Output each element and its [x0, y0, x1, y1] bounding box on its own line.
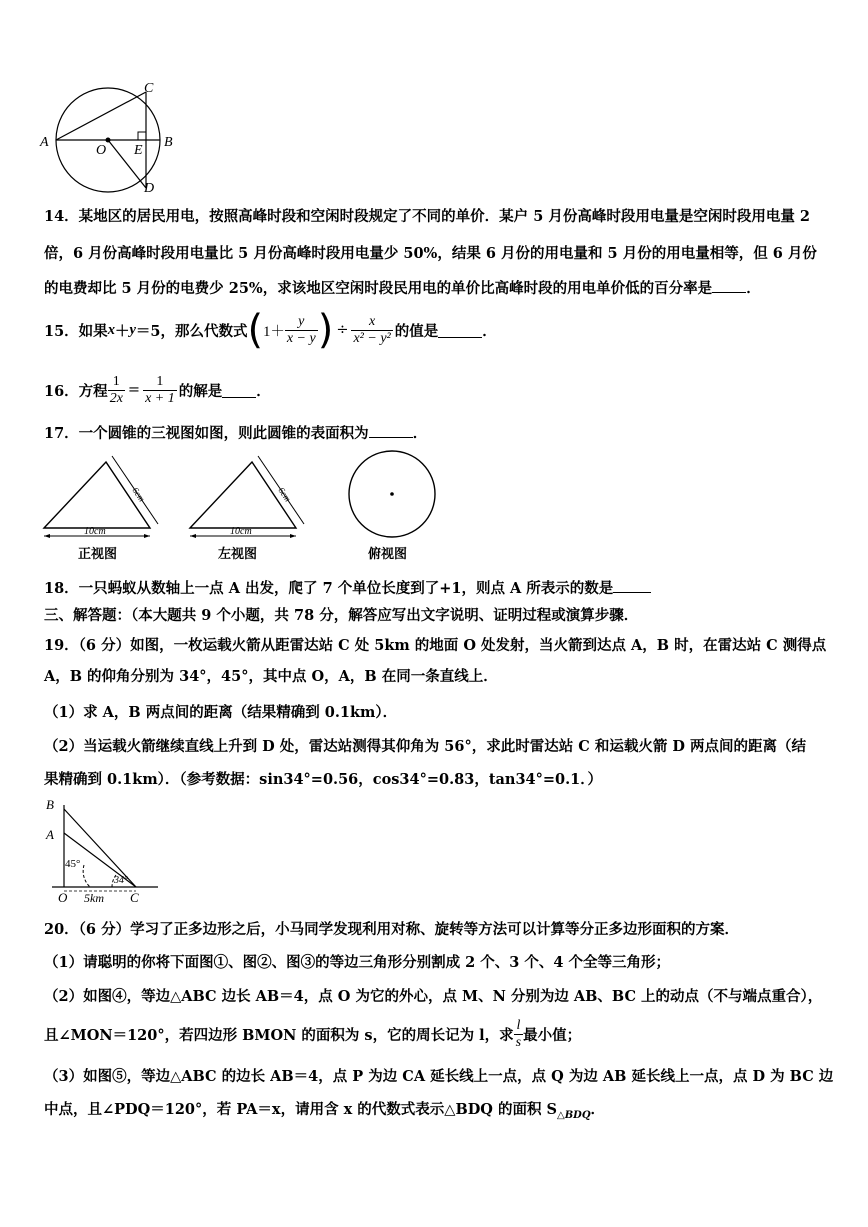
q17-text: 17．一个圆锥的三视图如图，则此圆锥的表面积为: [44, 425, 369, 442]
front-dim-base: 10cm: [84, 526, 106, 537]
q15-cond-eq: ＝5，那么代数式: [135, 322, 248, 340]
right-paren: ): [317, 307, 334, 353]
q17-line: [44, 422, 427, 443]
q20-frac-num: l: [514, 1018, 523, 1035]
three-views-figure: [36, 450, 456, 540]
section-heading: 三、解答题：（本大题共 9 个小题，共 78 分，解答应写出文字说明、证明过程或演算步骤．: [44, 607, 639, 624]
caption-side-view: 左视图: [218, 547, 258, 562]
q15-fraction-2: [351, 314, 392, 347]
q20-part2-pre: 且∠MON＝120°，若四边形 BMON 的面积为 s，它的周长记为 l，求: [44, 1026, 514, 1044]
q14-line3: [44, 277, 761, 298]
label-D: D: [144, 181, 155, 196]
side-dim-base: 10cm: [230, 526, 252, 537]
q20-part2-post: 最小值；: [523, 1026, 582, 1044]
q16-f1-num: 1: [108, 374, 125, 391]
q14-line3-text: 的电费却比 5 月份的电费少 25%，求该地区空闲时段民用电的单价比高峰时段的用电单价低的百分率是: [44, 280, 713, 297]
q15-op: ＋: [114, 322, 130, 340]
rocket-angle-45: 45°: [65, 858, 81, 870]
q15-f1-num: y: [285, 314, 318, 331]
q14-line3-end: ．: [746, 280, 761, 297]
caption-top-view: 俯视图: [368, 547, 408, 562]
q18-answer-blank[interactable]: [613, 578, 651, 593]
left-paren: (: [247, 307, 264, 353]
q17-answer-blank[interactable]: [369, 423, 413, 438]
caption-front-view: 正视图: [78, 547, 118, 562]
circle-figure: [36, 80, 186, 196]
q14-line2: 倍，6 月份高峰时段用电量比 5 月份高峰时段用电量少 50%，结果 6 月份的用电量和 5 月份的用电量相等，但 6 月份: [44, 245, 817, 262]
q16-f2-num: 1: [143, 374, 177, 391]
q17-end: ．: [412, 425, 428, 442]
q19-part2-line2: 果精确到 0.1km）．（参考数据：sin34°=0.56，cos34°=0.83，tan34°=0.1．）: [44, 771, 603, 788]
q20-part3-text: 中点，且∠PDQ＝120°，若 PA＝x，请用含 x 的代数式表示△BDQ 的面积 S: [44, 1101, 557, 1118]
q18-text: 18．一只蚂蚁从数轴上一点 A 出发，爬了 7 个单位长度到了+1，则点 A 所表示的数是: [44, 580, 614, 597]
label-E: E: [134, 143, 143, 158]
q20-part3-sub: △BDQ: [557, 1109, 591, 1121]
q15-f2-den: x² − y²: [353, 330, 391, 346]
q20-part2-line2: [44, 1012, 581, 1056]
q15-line: [44, 306, 497, 354]
q15-suffix: 的值是: [394, 322, 439, 340]
q15-end: ．: [482, 322, 497, 340]
front-dim-slant: 6cm: [130, 485, 148, 504]
q20-fraction: [514, 1018, 523, 1051]
q18-line: [44, 577, 651, 598]
q16-end: ．: [256, 382, 271, 400]
rocket-label-B: B: [46, 797, 54, 812]
label-O: O: [96, 143, 107, 158]
rocket-label-O: O: [58, 890, 68, 905]
q15-one-plus: 1＋: [263, 323, 285, 340]
q19-part2-line1: （2）当运载火箭继续直线上升到 D 处，雷达站测得其仰角为 56°，求此时雷达站 C 和运载火箭 D 两点间的距离（结: [44, 738, 807, 755]
label-C: C: [144, 81, 154, 96]
q15-answer-blank[interactable]: [438, 323, 482, 338]
q20-part2-line1: （2）如图④，等边△ABC 边长 AB＝4，点 O 为它的外心，点 M、N 分别为边 AB、BC 上的动点（不与端点重合），: [44, 988, 823, 1005]
q16-fraction-2: [143, 374, 177, 407]
q16-f2-den: x + 1: [145, 390, 175, 406]
q20-part3-line2: [44, 1098, 605, 1121]
label-B: B: [164, 135, 173, 150]
q15-div: ÷: [336, 322, 349, 338]
rocket-figure: [40, 795, 165, 905]
q20-frac-den: s: [515, 1034, 522, 1050]
q16-f1-den: 2x: [109, 390, 123, 406]
rocket-label-C: C: [130, 890, 139, 905]
q15-prefix: 15．如果: [44, 322, 108, 340]
side-dim-slant: 6cm: [276, 485, 294, 504]
q16-prefix: 16．方程: [44, 382, 108, 400]
q16-fraction-1: [108, 374, 125, 407]
q15-var-x: x: [107, 321, 115, 338]
q14-line1: 14．某地区的居民用电，按照高峰时段和空闲时段规定了不同的单价．某户 5 月份高峰时段用电量是空闲时段用电量 2: [44, 208, 810, 225]
q20-part1: （1）请聪明的你将下面图①、图②、图③的等边三角形分别割成 2 个、3 个、4 个全等三角形；: [44, 954, 671, 971]
label-A: A: [40, 135, 49, 150]
rocket-angle-34: 34°: [114, 875, 128, 886]
q16-suffix: 的解是: [178, 382, 223, 400]
q14-answer-blank[interactable]: [712, 278, 746, 293]
q16-answer-blank[interactable]: [222, 383, 256, 398]
q19-line2: A，B 的仰角分别为 34°，45°，其中点 O，A，B 在同一条直线上．: [44, 668, 498, 685]
rocket-label-A: A: [46, 827, 54, 842]
q20-line1: 20．（6 分）学习了正多边形之后，小马同学发现利用对称、旋转等方法可以计算等分正多边形面积的方案．: [44, 921, 740, 938]
q19-line1: 19．（6 分）如图，一枚运载火箭从距雷达站 C 处 5km 的地面 O 处发射，当火箭到达点 A，B 时，在雷达站 C 测得点: [44, 637, 827, 654]
q16-line: [44, 368, 271, 412]
q15-f1-den: x − y: [286, 330, 316, 346]
rocket-dist: 5km: [84, 891, 104, 905]
q15-f2-num: x: [351, 314, 392, 331]
q19-part1: （1）求 A，B 两点间的距离（结果精确到 0.1km）．: [44, 704, 398, 721]
q20-part3-line1: （3）如图⑤，等边△ABC 的边长 AB＝4，点 P 为边 CA 延长线上一点，点 Q 为边 AB 延长线上一点，点 D 为 BC 边: [44, 1068, 834, 1085]
q15-fraction-1: [285, 314, 318, 347]
q20-part3-end: ．: [590, 1101, 606, 1118]
q16-eq: =: [127, 382, 141, 398]
q15-var-y: y: [129, 321, 136, 338]
